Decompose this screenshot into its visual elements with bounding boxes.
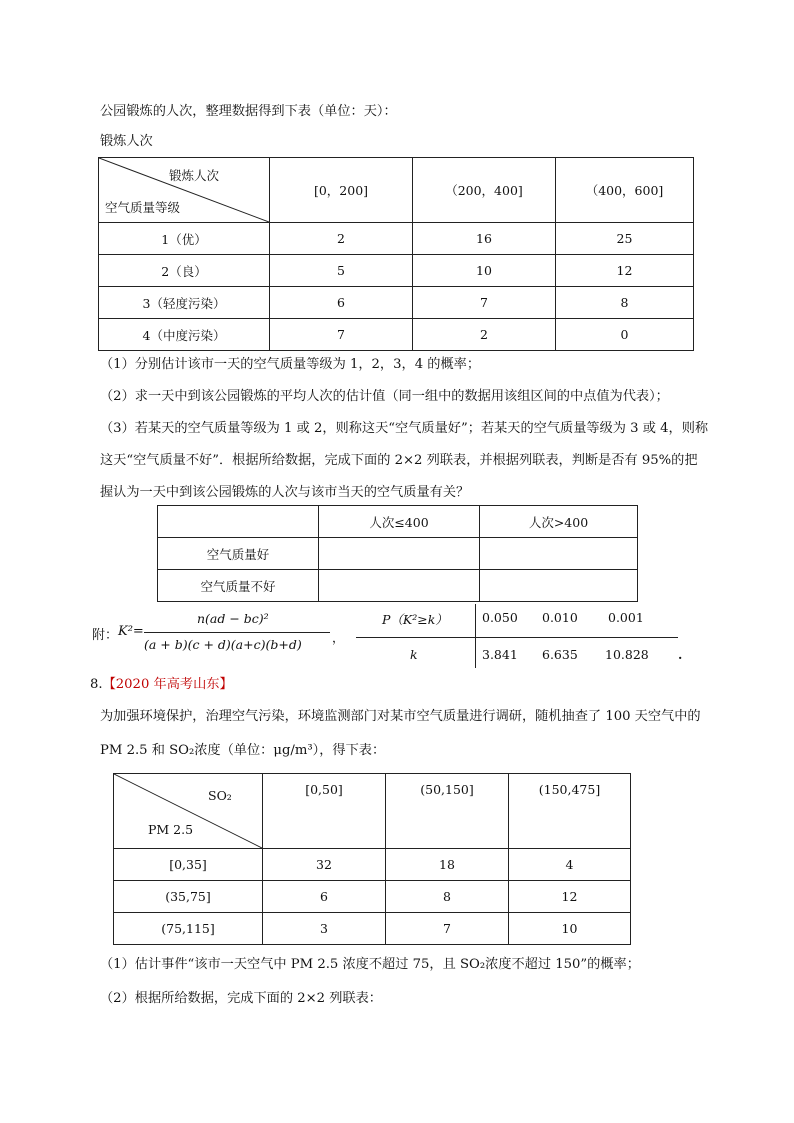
- row-label: (75,115]: [114, 913, 263, 945]
- table-row: [158, 538, 638, 570]
- formula-numerator: n(ad − bc)²: [197, 611, 269, 626]
- table3-corner: [114, 774, 263, 849]
- k-value: 10.828: [605, 647, 649, 662]
- cell: 7: [270, 319, 413, 351]
- cell: 2: [413, 319, 556, 351]
- blank-cell[interactable]: [319, 538, 480, 570]
- cell: 3: [263, 913, 386, 945]
- blank-cell[interactable]: [480, 538, 638, 570]
- cell: 7: [386, 913, 509, 945]
- row-label: 3（轻度污染）: [99, 287, 270, 319]
- table3-header: [0,50]: [263, 774, 386, 849]
- cell: 2: [270, 223, 413, 255]
- problem-8-header: [90, 676, 233, 694]
- contingency-table-1: [157, 505, 638, 602]
- cell: 32: [263, 849, 386, 881]
- row-label: (35,75]: [114, 881, 263, 913]
- table1-header: （400，600]: [556, 158, 694, 223]
- cell: 8: [556, 287, 694, 319]
- table-exercise-by-air-quality: [98, 157, 694, 351]
- k-value: 3.841: [482, 647, 518, 662]
- p-value: 0.001: [608, 610, 644, 625]
- blank-cell[interactable]: [480, 570, 638, 602]
- formula-k2: K²=: [118, 624, 144, 639]
- critical-table-vline: [475, 604, 476, 668]
- question-3-line-2: 这天“空气质量不好”．根据所给数据，完成下面的 2×2 列联表，并根据列联表，判断是否有 95%的把: [100, 453, 698, 468]
- problem-source-tag: 【2020 年高考山东】: [102, 677, 233, 692]
- cell: 12: [509, 881, 631, 913]
- formula-denominator: (a + b)(c + d)(a+c)(b+d): [144, 637, 302, 652]
- cell: 6: [270, 287, 413, 319]
- p-label: P（K²≥k）: [382, 612, 448, 627]
- row-label: 空气质量好: [158, 538, 319, 570]
- table-pm25-so2: [113, 773, 631, 945]
- table1-corner-bottom: 空气质量等级: [105, 200, 181, 215]
- p-value: 0.050: [482, 610, 518, 625]
- formula-prefix: 附：: [92, 628, 119, 643]
- problem-number: 8.: [90, 677, 103, 692]
- table2-header: 人次>400: [480, 506, 638, 538]
- cell: 16: [413, 223, 556, 255]
- question-3-line-1: （3）若某天的空气质量等级为 1 或 2，则称这天“空气质量好”；若某天的空气质量等级为 3 或 4，则称: [100, 421, 709, 436]
- intro-line-1: 公园锻炼的人次，整理数据得到下表（单位：天）：: [100, 104, 397, 119]
- table3-corner-bottom: PM 2.5: [148, 822, 194, 837]
- cell: 5: [270, 255, 413, 287]
- table2-header: 人次≤400: [319, 506, 480, 538]
- row-label: 2（良）: [99, 255, 270, 287]
- cell: 25: [556, 223, 694, 255]
- formula-end: .: [678, 647, 683, 662]
- table-row: [158, 570, 638, 602]
- row-label: 4（中度污染）: [99, 319, 270, 351]
- table1-corner-top: 锻炼人次: [169, 168, 220, 183]
- critical-table-hline: [356, 637, 678, 638]
- table-row: [114, 913, 631, 945]
- table3-corner-top: SO₂: [208, 788, 232, 803]
- row-label: 1（优）: [99, 223, 270, 255]
- k-value: 6.635: [542, 647, 578, 662]
- cell: 0: [556, 319, 694, 351]
- cell: 10: [509, 913, 631, 945]
- table-row: [99, 255, 694, 287]
- fraction-bar: [144, 632, 330, 633]
- table1-corner: [99, 158, 270, 223]
- table3-header: (50,150]: [386, 774, 509, 849]
- table-row: [99, 287, 694, 319]
- table1-header: （200，400]: [413, 158, 556, 223]
- question-2: （2）求一天中到该公园锻炼的平均人次的估计值（同一组中的数据用该组区间的中点值为代表）；: [100, 389, 669, 404]
- formula-comma: ，: [332, 630, 345, 645]
- row-label: 空气质量不好: [158, 570, 319, 602]
- cell: 7: [413, 287, 556, 319]
- table3-header: (150,475]: [509, 774, 631, 849]
- table2-header: [158, 506, 319, 538]
- problem-8-question-1: （1）估计事件“该市一天空气中 PM 2.5 浓度不超过 75，且 SO₂浓度不超过 150”的概率；: [100, 957, 640, 972]
- problem-8-question-2: （2）根据所给数据，完成下面的 2×2 列联表：: [100, 991, 382, 1006]
- problem-8-line-2: PM 2.5 和 SO₂浓度（单位：μg/m³），得下表：: [100, 743, 386, 758]
- cell: 10: [413, 255, 556, 287]
- cell: 8: [386, 881, 509, 913]
- table-row: [99, 319, 694, 351]
- blank-cell[interactable]: [319, 570, 480, 602]
- question-1: （1）分别估计该市一天的空气质量等级为 1，2，3，4 的概率；: [100, 357, 481, 372]
- table-row: [99, 223, 694, 255]
- cell: 12: [556, 255, 694, 287]
- question-3-line-3: 握认为一天中到该公园锻炼的人次与该市当天的空气质量有关？: [100, 485, 470, 500]
- row-label: [0,35]: [114, 849, 263, 881]
- cell: 4: [509, 849, 631, 881]
- table-row: [114, 849, 631, 881]
- cell: 6: [263, 881, 386, 913]
- intro-line-2: 锻炼人次: [100, 134, 153, 149]
- k-label: k: [410, 647, 418, 662]
- table1-header: [0，200]: [270, 158, 413, 223]
- p-value: 0.010: [542, 610, 578, 625]
- problem-8-line-1: 为加强环境保护，治理空气污染，环境监测部门对某市空气质量进行调研，随机抽查了 100 天空气中的: [100, 709, 701, 724]
- cell: 18: [386, 849, 509, 881]
- table-row: [114, 881, 631, 913]
